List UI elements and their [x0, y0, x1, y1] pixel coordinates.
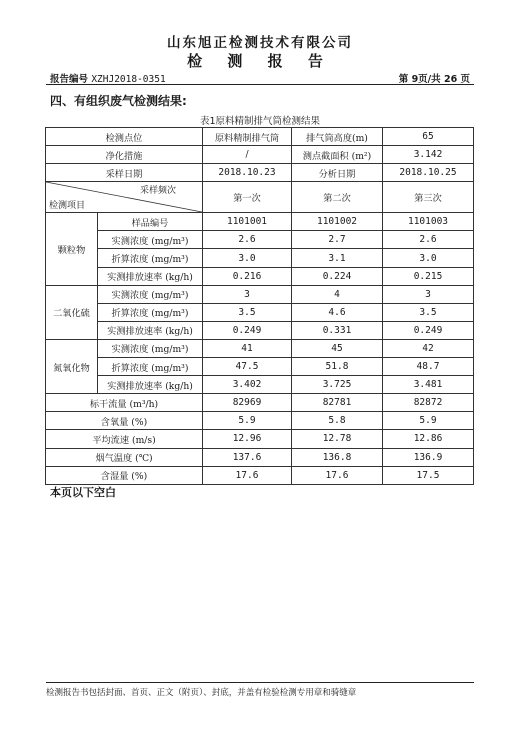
- cell-value: 0.216: [203, 267, 292, 285]
- footer-text: 检测报告书包括封面、首页、正文（附页）、封底，并盖有检验检测专用章和骑缝章: [46, 688, 357, 698]
- cell-value: 41: [203, 339, 292, 357]
- table-row: [46, 394, 474, 412]
- cell-value: 51.8: [292, 358, 383, 376]
- table-row: [46, 358, 474, 376]
- cell-value: 4: [292, 285, 383, 303]
- blank-note: 本页以下空白: [50, 486, 116, 499]
- cell-value: 82969: [203, 394, 292, 412]
- info-value: 2018.10.23: [203, 164, 292, 182]
- cell-value: 3.0: [203, 249, 292, 267]
- cell-value: 45: [292, 339, 383, 357]
- cell-value: 137.6: [203, 448, 292, 466]
- table-row: [46, 128, 474, 146]
- cell-value: 0.331: [292, 321, 383, 339]
- cell-value: 17.5: [383, 466, 474, 484]
- table-caption: 表1原料精制排气筒检测结果: [199, 116, 321, 127]
- table-row: [46, 430, 474, 448]
- cell-value: 1101003: [383, 213, 474, 231]
- row-label: 含湿量 (%): [46, 466, 203, 484]
- run-header: 第二次: [292, 182, 383, 213]
- cell-value: 5.9: [383, 412, 474, 430]
- cell-value: 5.8: [292, 412, 383, 430]
- cell-value: 82781: [292, 394, 383, 412]
- run-header: 第三次: [383, 182, 474, 213]
- document-title: 检 测 报 告: [187, 52, 333, 70]
- row-label: 平均流速 (m/s): [46, 430, 203, 448]
- info-value: 3.142: [383, 146, 474, 164]
- row-label: 折算浓度 (mg/m³): [98, 249, 203, 267]
- cell-value: 3.5: [203, 303, 292, 321]
- table-row: [46, 267, 474, 285]
- cell-value: 136.8: [292, 448, 383, 466]
- table-row: [46, 182, 474, 213]
- report-number-value: XZHJ2018-0351: [91, 74, 166, 85]
- report-number-label: 报告编号: [50, 74, 89, 85]
- cell-value: 0.249: [203, 321, 292, 339]
- row-label: 折算浓度 (mg/m³): [98, 303, 203, 321]
- table-row: [46, 412, 474, 430]
- cell-value: 0.249: [383, 321, 474, 339]
- cell-value: 5.9: [203, 412, 292, 430]
- company-name: 山东旭正检测技术有限公司: [167, 35, 353, 51]
- info-label: 净化措施: [46, 146, 203, 164]
- row-label: 实测浓度 (mg/m³): [98, 339, 203, 357]
- row-label: 实测排放速率 (kg/h): [98, 376, 203, 394]
- cell-value: 12.86: [383, 430, 474, 448]
- table-row: [46, 164, 474, 182]
- table-row: [46, 448, 474, 466]
- info-label: 采样日期: [46, 164, 203, 182]
- table-row: [46, 339, 474, 357]
- table-row: [46, 146, 474, 164]
- results-table: [45, 127, 474, 485]
- info-value: /: [203, 146, 292, 164]
- cell-value: 3.1: [292, 249, 383, 267]
- section-title: 四、有组织废气检测结果:: [50, 94, 187, 108]
- cell-value: 3: [203, 285, 292, 303]
- row-label: 标干流量 (m³/h): [46, 394, 203, 412]
- frequency-label: 采样频次: [139, 186, 176, 197]
- cell-value: 17.6: [203, 466, 292, 484]
- info-label: 测点截面积 (m²): [292, 146, 383, 164]
- cell-value: 47.5: [203, 358, 292, 376]
- info-value: 原料精制排气筒: [203, 128, 292, 146]
- table-row: [46, 249, 474, 267]
- cell-value: 17.6: [292, 466, 383, 484]
- info-value: 65: [383, 128, 474, 146]
- table-row: [46, 285, 474, 303]
- row-label: 含氧量 (%): [46, 412, 203, 430]
- info-value: 2018.10.25: [383, 164, 474, 182]
- cell-value: 4.6: [292, 303, 383, 321]
- page-number: 第 9页/共 26 页: [398, 74, 470, 85]
- row-label: 样品编号: [98, 213, 203, 231]
- table-row: [46, 466, 474, 484]
- table-row: [46, 213, 474, 231]
- cell-value: 42: [383, 339, 474, 357]
- info-label: 分析日期: [292, 164, 383, 182]
- cell-value: 82872: [383, 394, 474, 412]
- item-label: 检测项目: [49, 201, 86, 212]
- diagonal-header-cell: [46, 182, 203, 213]
- row-label: 实测排放速率 (kg/h): [98, 267, 203, 285]
- cell-value: 136.9: [383, 448, 474, 466]
- row-label: 实测浓度 (mg/m³): [98, 285, 203, 303]
- cell-value: 1101001: [203, 213, 292, 231]
- report-number: [50, 71, 166, 85]
- cell-value: 0.215: [383, 267, 474, 285]
- table-row: [46, 376, 474, 394]
- header-divider: [46, 84, 474, 85]
- group-name: 颗粒物: [46, 213, 98, 285]
- cell-value: 12.78: [292, 430, 383, 448]
- cell-value: 3.402: [203, 376, 292, 394]
- cell-value: 0.224: [292, 267, 383, 285]
- info-label: 检测点位: [46, 128, 203, 146]
- run-header: 第一次: [203, 182, 292, 213]
- cell-value: 2.6: [203, 231, 292, 249]
- cell-value: 12.96: [203, 430, 292, 448]
- cell-value: 3.481: [383, 376, 474, 394]
- table-row: [46, 231, 474, 249]
- cell-value: 2.7: [292, 231, 383, 249]
- table-row: [46, 303, 474, 321]
- cell-value: 3.725: [292, 376, 383, 394]
- cell-value: 3.0: [383, 249, 474, 267]
- cell-value: 3.5: [383, 303, 474, 321]
- cell-value: 3: [383, 285, 474, 303]
- cell-value: 48.7: [383, 358, 474, 376]
- row-label: 实测排放速率 (kg/h): [98, 321, 203, 339]
- info-label: 排气筒高度(m): [292, 128, 383, 146]
- table-row: [46, 321, 474, 339]
- group-name: 氮氧化物: [46, 339, 98, 393]
- row-label: 烟气温度 (℃): [46, 448, 203, 466]
- cell-value: 2.6: [383, 231, 474, 249]
- footer-divider: [46, 682, 474, 683]
- cell-value: 1101002: [292, 213, 383, 231]
- group-name: 二氧化硫: [46, 285, 98, 339]
- row-label: 实测浓度 (mg/m³): [98, 231, 203, 249]
- row-label: 折算浓度 (mg/m³): [98, 358, 203, 376]
